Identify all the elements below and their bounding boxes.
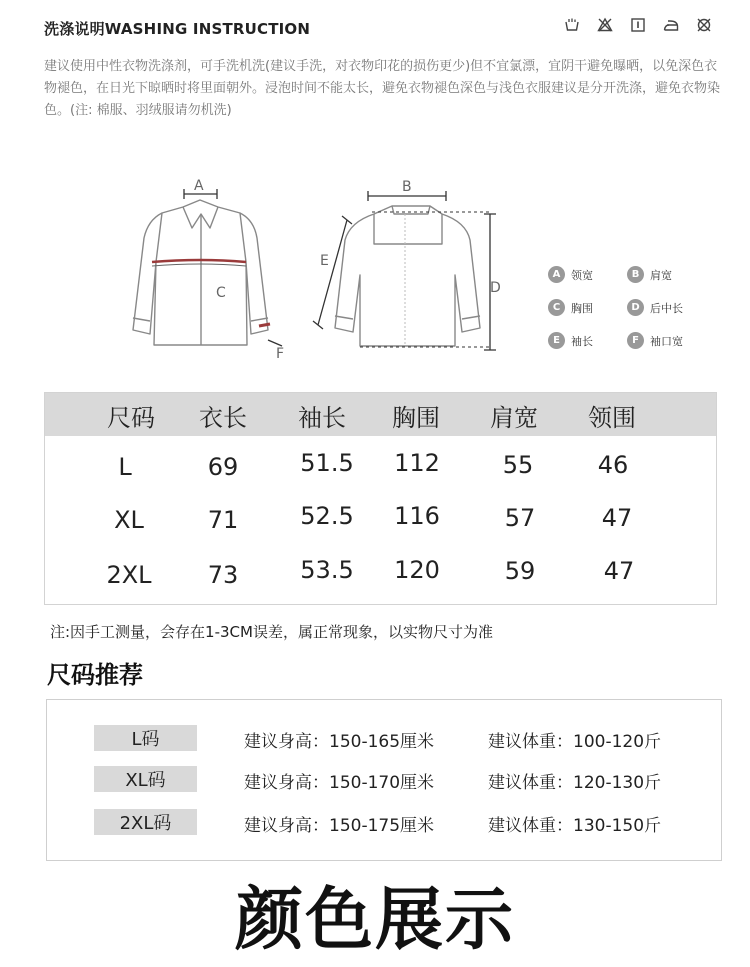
label-d: D [490,280,501,296]
label-a: A [194,178,204,194]
washing-title: 洗涤说明WASHING INSTRUCTION [44,20,311,38]
height-text: 建议身高：150-165厘米 [244,732,435,752]
header-length: 衣长 [199,404,247,432]
table-cell: 51.5 [300,449,354,477]
label-f: F [276,346,285,362]
size-table-header [45,393,716,436]
legend-item [548,332,593,349]
table-cell: XL [114,506,144,534]
legend-item [627,332,683,349]
label-b: B [402,179,412,195]
legend-badge: E [548,332,565,349]
label-c: C [216,285,226,301]
table-cell: 71 [207,506,239,534]
table-cell: 59 [504,557,536,585]
table-cell: 46 [597,451,629,479]
weight-text: 建议体重：100-120斤 [488,732,662,752]
size-tag: 2XL码 [94,809,197,835]
legend-item [627,299,683,316]
measurement-note: 注:因手工测量，会存在1-3CM误差，属正常现象，以实物尺寸为准 [50,623,493,641]
table-cell: 112 [394,449,440,477]
header-shoulder: 肩宽 [490,404,538,432]
hand-wash-icon [564,17,580,33]
table-cell: L [118,453,132,481]
table-cell: 52.5 [300,502,354,530]
recommendation-title: 尺码推荐 [47,661,143,689]
height-text: 建议身高：150-175厘米 [244,816,435,836]
table-cell: 120 [394,556,440,584]
tumble-dry-icon [630,17,646,33]
iron-icon [663,17,679,33]
weight-text: 建议体重：130-150斤 [488,816,662,836]
height-text: 建议身高：150-170厘米 [244,773,435,793]
table-cell: 69 [207,453,239,481]
table-cell: 47 [601,504,633,532]
legend-item [548,299,593,316]
washing-text: 建议使用中性衣物洗涤剂，可手洗机洗(建议手洗，对衣物印花的损伤更少)但不宜氯漂，宜阴干避免曝晒，以免深色衣物褪色，在日光下晾晒时将里面朝外。浸泡时间不能太长，避免衣物褪色深色与浅色衣服建议是分开洗涤，避免衣物染色。(注: 棉服、羽绒服请勿机洗) [44,59,721,118]
legend-label: 胸围 [571,301,593,315]
size-recommendation [46,699,722,861]
legend-badge: C [548,299,565,316]
size-tag: XL码 [94,766,197,792]
weight-text: 建议体重：120-130斤 [488,773,662,793]
table-cell: 47 [603,557,635,585]
legend-badge: B [627,266,644,283]
table-cell: 2XL [106,561,152,589]
color-display-title: 颜色展示 [234,881,515,960]
header-sleeve: 袖长 [298,404,346,432]
size-table [44,392,717,605]
label-e: E [320,253,329,269]
list-item [47,766,721,792]
table-cell: 53.5 [300,556,354,584]
legend-item [548,266,593,283]
header-collar: 领围 [588,404,636,432]
header-size: 尺码 [107,404,155,432]
table-cell: 55 [502,451,534,479]
legend-label: 袖口宽 [650,334,683,348]
table-cell: 57 [504,504,536,532]
legend-label: 后中长 [650,301,683,315]
legend-item [627,266,672,283]
washing-icons [564,17,712,33]
list-item [47,725,721,751]
back-shirt-outline [335,206,480,346]
legend-badge: F [627,332,644,349]
no-dry-clean-icon [696,17,712,33]
no-bleach-icon [597,17,613,33]
table-cell: 73 [207,561,239,589]
legend-label: 袖长 [571,334,593,348]
legend-badge: D [627,299,644,316]
list-item [47,809,721,835]
header-chest: 胸围 [392,404,440,432]
legend-label: 肩宽 [650,268,672,282]
legend-badge: A [548,266,565,283]
size-tag: L码 [94,725,197,751]
legend-label: 领宽 [571,268,593,282]
table-cell: 116 [394,502,440,530]
